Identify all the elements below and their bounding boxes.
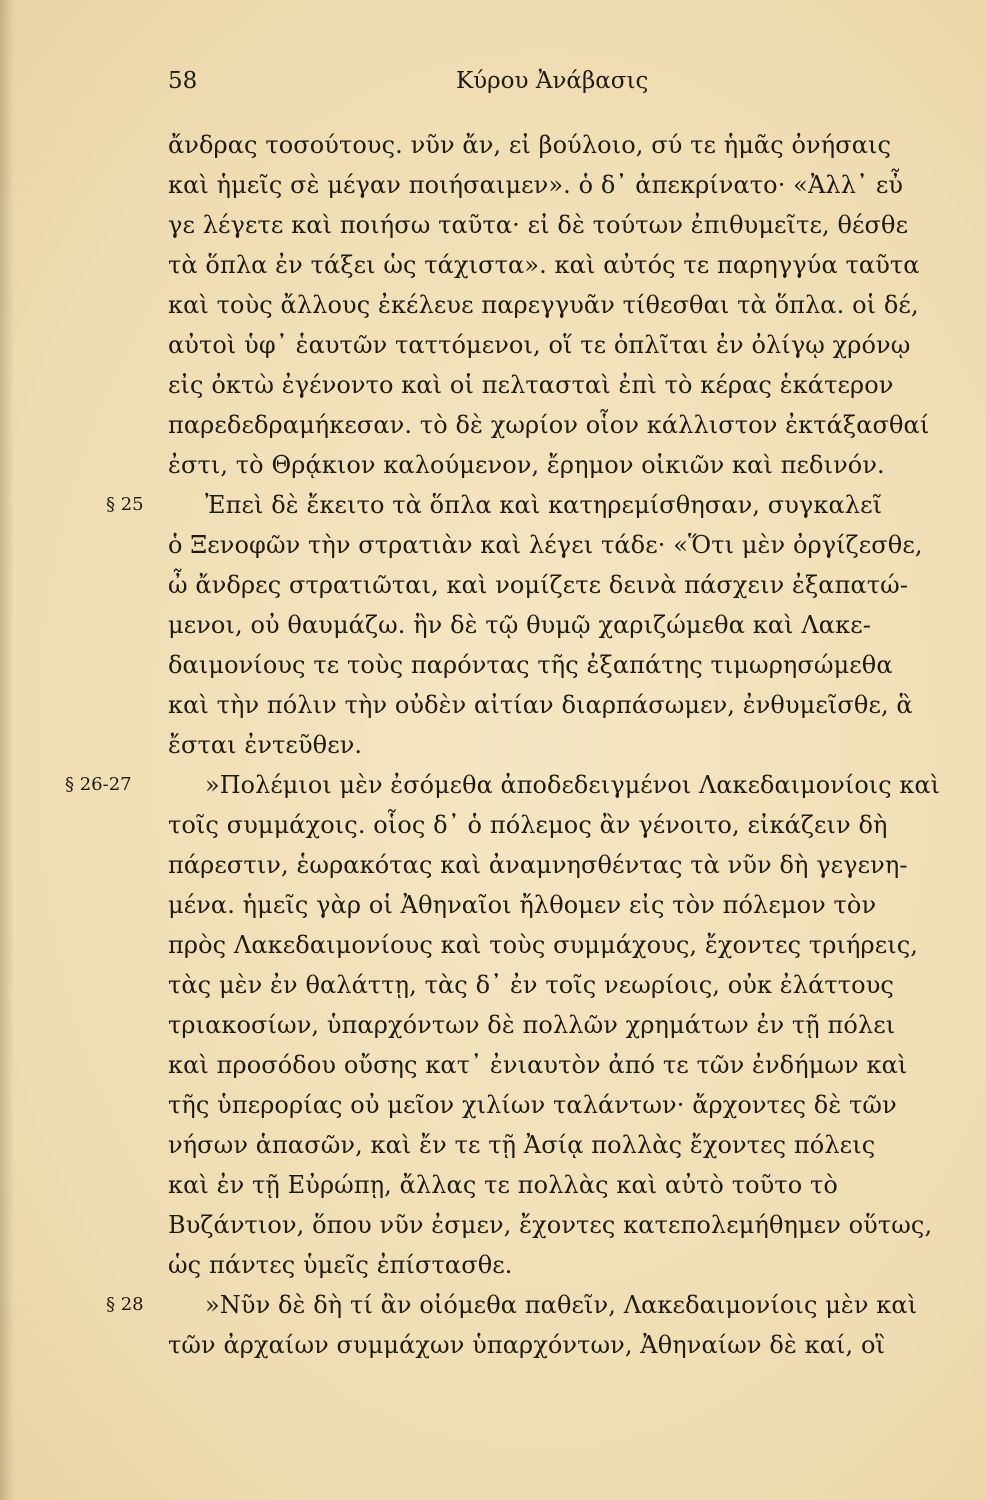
text-line: μένα. ἡμεῖς γὰρ οἱ Ἀθηναῖοι ἤλθομεν εἰς τὸν πόλεμον τὸν (168, 891, 877, 919)
text-line: τοῖς συμμάχοις. οἷος δ᾽ ὁ πόλεμος ἂν γένοιτο, εἰκάζειν δὴ (168, 811, 888, 839)
text-line: ὡς πάντες ὑμεῖς ἐπίστασθε. (168, 1251, 513, 1279)
text-line: ἐστι, τὸ Θρᾴκιον καλούμενον, ἔρημον οἰκιῶν καὶ πεδινόν. (168, 451, 885, 479)
section-mark: § 25 (106, 494, 144, 515)
text-line: καὶ τὴν πόλιν τὴν οὐδὲν αἰτίαν διαρπάσωμεν, ἐνθυμεῖσθε, ἃ (168, 691, 913, 719)
text-line: τὰς μὲν ἐν θαλάττῃ, τὰς δ᾽ ἐν τοῖς νεωρίοις, οὐκ ἐλάττους (168, 971, 894, 999)
running-title: Κύρου Ἀνάβασις (456, 68, 649, 94)
text-line: ἄνδρας τοσούτους. νῦν ἄν, εἰ βούλοιο, σύ τε ἡμᾶς ὀνήσαις (168, 131, 892, 159)
text-line: καὶ ἡμεῖς σὲ μέγαν ποιήσαιμεν». ὁ δ᾽ ἀπεκρίνατο· «Ἀλλ᾽ εὖ (168, 171, 904, 199)
text-line: Ἐπεὶ δὲ ἔκειτο τὰ ὅπλα καὶ κατηρεμίσθησαν, συγκαλεῖ (205, 491, 883, 519)
section-mark: § 26-27 (65, 774, 132, 795)
text-line: »Πολέμιοι μὲν ἐσόμεθα ἀποδεδειγμένοι Λακεδαιμονίοις καὶ (205, 771, 941, 799)
text-line: Βυζάντιον, ὅπου νῦν ἐσμεν, ἔχοντες κατεπολεμήθημεν οὕτως, (168, 1211, 933, 1239)
page-gutter-shadow (0, 0, 14, 1500)
text-line: καὶ προσόδου οὔσης κατ᾽ ἐνιαυτὸν ἀπό τε τῶν ἐνδήμων καὶ (168, 1051, 908, 1079)
text-line: πρὸς Λακεδαιμονίους καὶ τοὺς συμμάχους, ἔχοντες τριήρεις, (168, 931, 919, 959)
text-line: δαιμονίους τε τοὺς παρόντας τῆς ἐξαπάτης τιμωρησώμεθα (168, 651, 893, 679)
text-line: ὁ Ξενοφῶν τὴν στρατιὰν καὶ λέγει τάδε· «Ὅτι μὲν ὀργίζεσθε, (168, 531, 923, 559)
text-line: παρεδεδραμήκεσαν. τὸ δὲ χωρίον οἷον κάλλιστον ἐκτάξασθαί (168, 411, 930, 439)
text-line: πάρεστιν, ἑωρακότας καὶ ἀναμνησθέντας τὰ νῦν δὴ γεγενη- (168, 851, 908, 879)
text-line: καὶ ἐν τῇ Εὐρώπῃ, ἄλλας τε πολλὰς καὶ αὐτὸ τοῦτο τὸ (168, 1171, 838, 1199)
text-line: τριακοσίων, ὑπαρχόντων δὲ πολλῶν χρημάτων ἐν τῇ πόλει (168, 1011, 896, 1039)
text-line: αὐτοὶ ὑφ᾽ ἑαυτῶν ταττόμενοι, οἵ τε ὁπλῖται ἐν ὀλίγῳ χρόνῳ (168, 331, 911, 359)
text-line: τῆς ὑπερορίας οὐ μεῖον χιλίων ταλάντων· ἄρχοντες δὲ τῶν (168, 1091, 897, 1119)
text-line: ἔσται ἐντεῦθεν. (168, 731, 363, 759)
text-line: »Νῦν δὲ δὴ τί ἂν οἰόμεθα παθεῖν, Λακεδαιμονίοις μὲν καὶ (205, 1291, 918, 1319)
text-line: ὦ ἄνδρες στρατιῶται, καὶ νομίζετε δεινὰ πάσχειν ἐξαπατώ- (168, 571, 909, 599)
text-line: νήσων ἁπασῶν, καὶ ἔν τε τῇ Ἀσίᾳ πολλὰς ἔχοντες πόλεις (168, 1131, 876, 1159)
text-line: τῶν ἀρχαίων συμμάχων ὑπαρχόντων, Ἀθηναίων δὲ καί, οἳ (168, 1331, 886, 1359)
text-line: μενοι, οὐ θαυμάζω. ἢν δὲ τῷ θυμῷ χαριζώμεθα καὶ Λακε- (168, 611, 871, 639)
page-header (0, 68, 986, 108)
text-line: γε λέγετε καὶ ποιήσω ταῦτα· εἰ δὲ τούτων ἐπιθυμεῖτε, θέσθε (168, 211, 909, 239)
text-line: τὰ ὅπλα ἐν τάξει ὡς τάχιστα». καὶ αὐτός τε παρηγγύα ταῦτα (168, 251, 920, 279)
text-line: καὶ τοὺς ἄλλους ἐκέλευε παρεγγυᾶν τίθεσθαι τὰ ὅπλα. οἱ δέ, (168, 291, 919, 319)
section-mark: § 28 (106, 1294, 144, 1315)
page-number: 58 (168, 68, 198, 94)
text-line: εἰς ὀκτὼ ἐγένοντο καὶ οἱ πελτασταὶ ἐπὶ τὸ κέρας ἑκάτερον (168, 371, 894, 399)
